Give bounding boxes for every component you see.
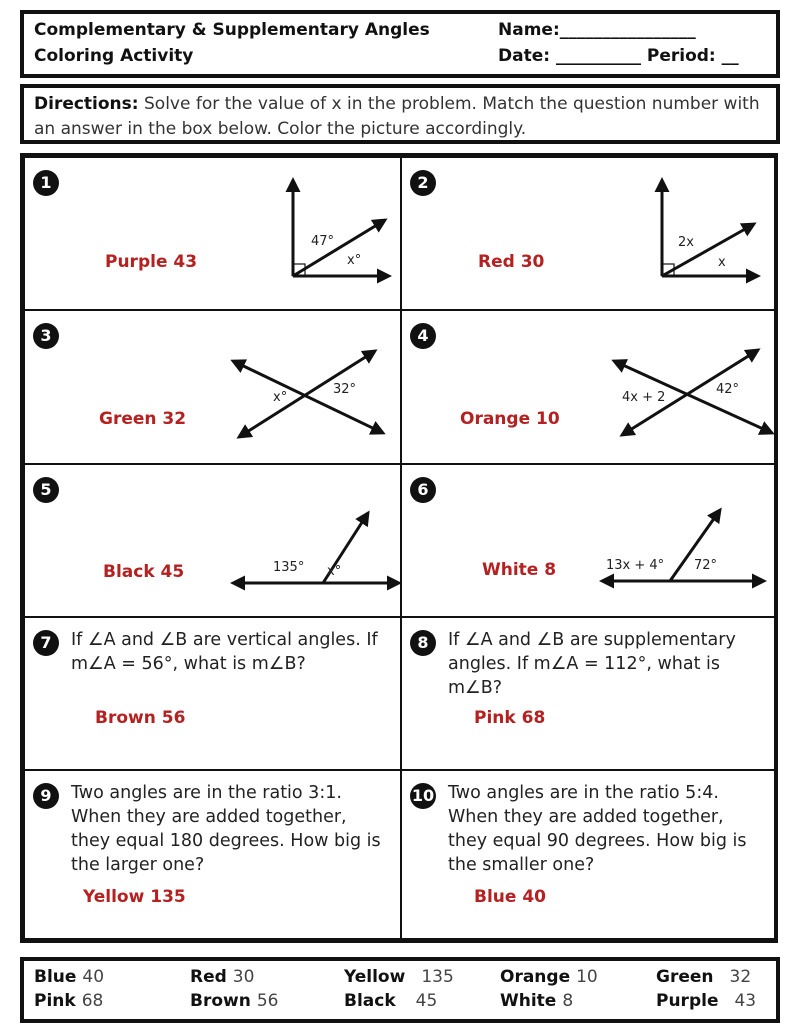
problem-4 (401, 310, 778, 464)
problem-question: Two angles are in the ratio 5:4. When they are added together, they equal 90 degrees. How big is the smaller one? (448, 783, 747, 875)
key-item: Blue 40 (34, 967, 105, 987)
angle-diagram (402, 465, 779, 618)
directions-label: Directions: (34, 94, 139, 114)
problem-1 (24, 157, 401, 310)
key-item: Black 45 (344, 991, 438, 1011)
problem-5 (24, 464, 401, 617)
problem-answer: Red 30 (478, 252, 545, 272)
angle-label: 4x + 2 (622, 390, 666, 405)
key-item: Brown 56 (190, 991, 279, 1011)
header-box (20, 10, 780, 78)
key-item: Yellow 135 (344, 967, 454, 987)
key-item: White 8 (500, 991, 574, 1011)
problem-number: 2 (410, 170, 436, 196)
problem-9 (24, 770, 401, 939)
problem-answer: White 8 (482, 560, 557, 580)
problem-question: If ∠A and ∠B are vertical angles. If m∠A = 56°, what is m∠B? (71, 630, 378, 674)
problem-number: 8 (410, 630, 436, 656)
problem-answer: Black 45 (103, 562, 185, 582)
directions-text: Solve for the value of x in the problem. Match the question number with an answer in the box below. Color the picture accordingly. (34, 94, 760, 139)
problem-answer: Brown 56 (95, 708, 186, 728)
problem-8 (401, 617, 778, 770)
angle-label: 135° (273, 560, 305, 575)
angle-label: x° (273, 390, 288, 405)
problem-answer: Green 32 (99, 409, 187, 429)
angle-label: x° (327, 564, 342, 579)
worksheet-title: Complementary & Supplementary Angles (34, 20, 430, 40)
key-item: Orange 10 (500, 967, 598, 987)
problem-number: 9 (33, 783, 59, 809)
problem-answer: Pink 68 (474, 708, 546, 728)
angle-diagram (25, 311, 402, 465)
problem-answer: Yellow 135 (83, 887, 186, 907)
problem-answer: Purple 43 (105, 252, 198, 272)
name-field[interactable]: Name:________________ (498, 20, 696, 40)
angle-label: 42° (716, 382, 740, 397)
key-item: Green 32 (656, 967, 752, 987)
problem-number: 7 (33, 630, 59, 656)
angle-diagram (25, 465, 402, 618)
problem-answer: Blue 40 (474, 887, 546, 907)
problem-number: 10 (410, 783, 436, 809)
problem-question: Two angles are in the ratio 3:1. When they are added together, they equal 180 degrees. How big is the larger one? (71, 783, 381, 875)
key-item: Red 30 (190, 967, 255, 987)
problem-number: 4 (410, 323, 436, 349)
problem-question: If ∠A and ∠B are supplementary angles. If m∠A = 112°, what is m∠B? (448, 630, 736, 698)
angle-label: 72° (694, 558, 718, 573)
problem-2 (401, 157, 778, 310)
angle-diagram (402, 311, 779, 465)
angle-diagram (25, 158, 402, 311)
problem-number: 3 (33, 323, 59, 349)
worksheet-subtitle: Coloring Activity (34, 46, 194, 66)
date-period-field[interactable]: Date: __________ Period: __ (498, 46, 739, 66)
key-item: Purple 43 (656, 991, 757, 1011)
angle-label: 47° (311, 234, 335, 249)
problem-3 (24, 310, 401, 464)
angle-label: x° (347, 253, 362, 268)
problem-7 (24, 617, 401, 770)
angle-label: 13x + 4° (606, 558, 665, 573)
problem-answer: Orange 10 (460, 409, 560, 429)
problem-number: 1 (33, 170, 59, 196)
angle-label: x (718, 255, 726, 270)
directions-box (20, 84, 780, 144)
problem-grid (20, 153, 778, 943)
color-key (20, 957, 780, 1023)
key-item: Pink 68 (34, 991, 104, 1011)
angle-diagram (402, 158, 779, 311)
problem-10 (401, 770, 778, 939)
problem-number: 6 (410, 477, 436, 503)
angle-label: 2x (678, 235, 694, 250)
angle-label: 32° (333, 382, 357, 397)
problem-6 (401, 464, 778, 617)
problem-number: 5 (33, 477, 59, 503)
